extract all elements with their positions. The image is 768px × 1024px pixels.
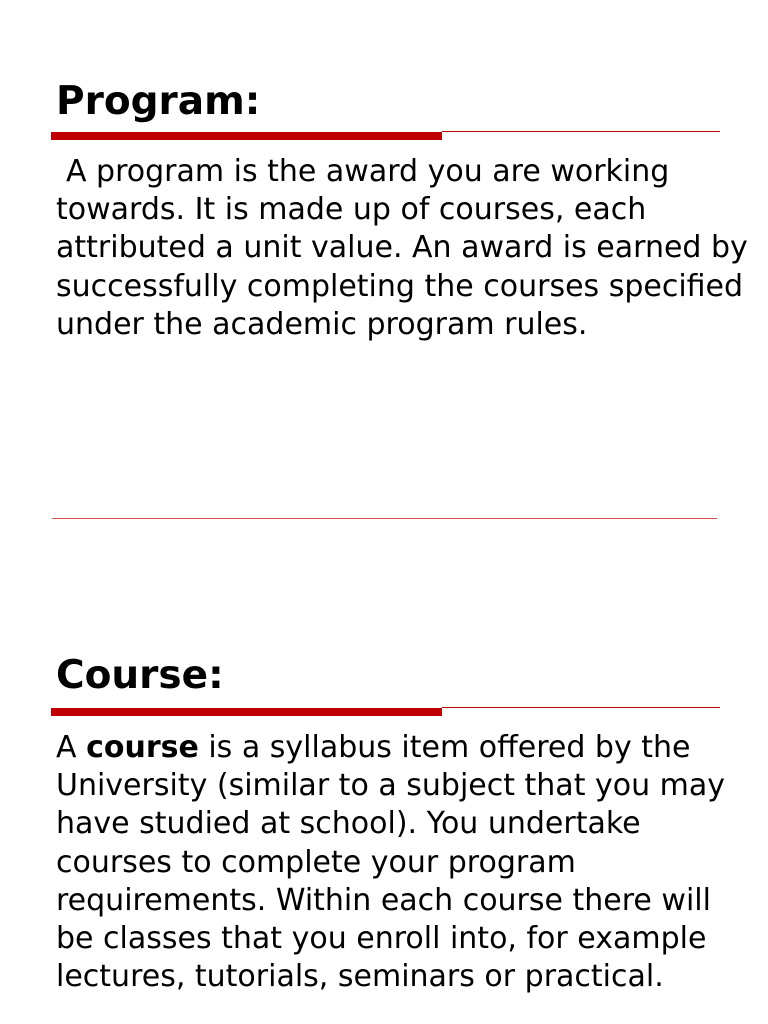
- course-slide: [0, 519, 768, 1024]
- course-description-rest: is a syllabus item offered by the University (similar to a subject that you may have studied at school). You undertake courses to complete your program requirements. Within each course there will be classes that you enroll into, for example lectures, tutorials, seminars or practical.: [56, 730, 726, 995]
- course-heading: Course:: [56, 653, 224, 698]
- program-description: A program is the award you are working towards. It is made up of courses, each attributed a unit value. An award is earned by successfully completing the courses specified under the academic program rules.: [56, 154, 748, 342]
- course-heading-accent-rule: [51, 708, 442, 716]
- program-heading-accent-rule: [51, 132, 442, 140]
- course-term-bold: course: [86, 730, 199, 765]
- program-heading-thin-rule: [442, 131, 720, 132]
- course-description-prefix: A: [56, 730, 87, 765]
- course-description: [56, 729, 756, 996]
- program-heading: Program:: [56, 79, 261, 124]
- course-heading-thin-rule: [442, 707, 720, 708]
